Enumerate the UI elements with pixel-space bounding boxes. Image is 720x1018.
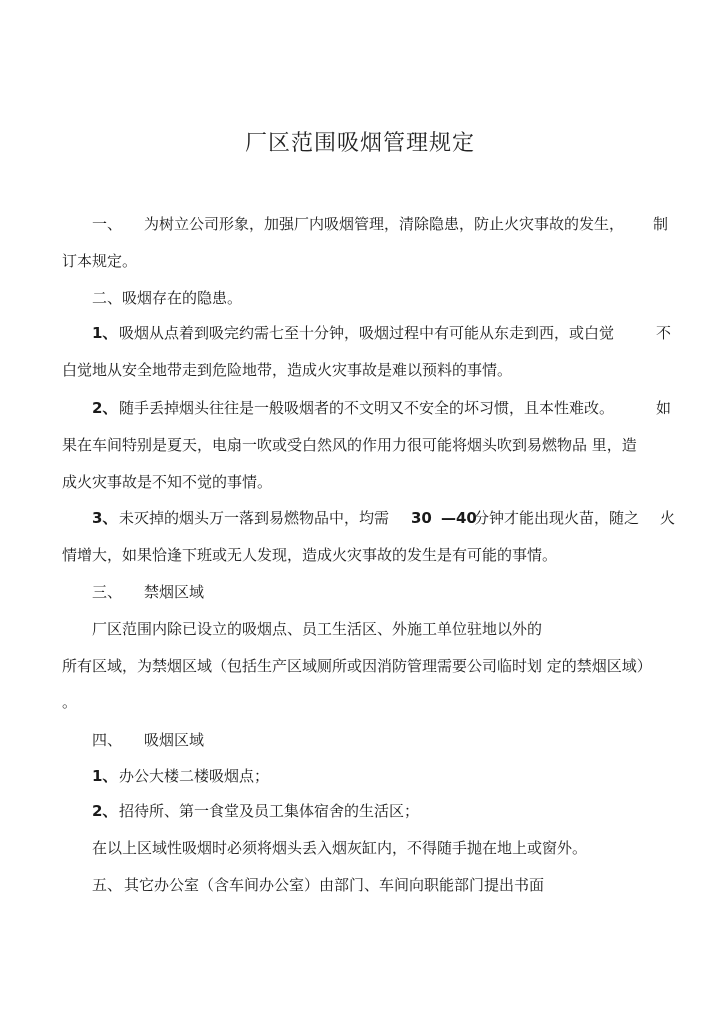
- item-3-value-start: 30: [411, 509, 432, 527]
- item-2-text: 随手丢掉烟头往往是一般吸烟者的不文明又不安全的坏习惯，且本性难改。: [119, 399, 615, 417]
- item-1-tail: 不: [656, 324, 672, 342]
- paragraph-1-continuation: 订本规定。: [62, 252, 138, 270]
- document-title: 厂区范围吸烟管理规定: [244, 131, 475, 156]
- smoking-area-note: 在以上区域性吸烟时必须将烟头丢入烟灰缸内，不得随手抛在地上或窗外。: [92, 839, 588, 857]
- item-1-text: 吸烟从点着到吸完约需七至十分钟，吸烟过程中有可能从东走到西，或白觉: [119, 324, 615, 342]
- item-3-number: 3、: [92, 509, 118, 527]
- section-3-text: 厂区范围内除已设立的吸烟点、员工生活区、外施工单位驻地以外的: [92, 620, 543, 638]
- item-2-continuation-1: 果在车间特别是夏天，电扇一吹或受白然风的作用力很可能将烟头吹到易燃物品 里，造: [62, 436, 637, 454]
- section-3-continuation: 所有区域，为禁烟区域（包括生产区域厕所或因消防管理需要公司临时划 定的禁烟区域）: [62, 657, 652, 675]
- section-3-marker: 三、: [92, 583, 123, 601]
- item-1-continuation: 白觉地从安全地带走到危险地带，造成火灾事故是难以预料的事情。: [62, 361, 513, 379]
- item-3-tail: 火: [660, 509, 676, 527]
- item-3-continuation: 情增大，如果恰逢下班或无人发现，造成火灾事故的发生是有可能的事情。: [62, 546, 558, 564]
- section-2-heading: 二、吸烟存在的隐患。: [92, 289, 243, 307]
- section-5-marker: 五、: [92, 876, 123, 894]
- smoking-area-1-number: 1、: [92, 767, 118, 785]
- paragraph-1-tail: 制: [653, 215, 669, 233]
- section-3-end-mark: 。: [62, 693, 78, 711]
- smoking-area-2-number: 2、: [92, 802, 118, 820]
- item-3-text-cont: 分钟才能出现火苗，随之: [474, 509, 640, 527]
- item-2-continuation-2: 成火灾事故是不知不觉的事情。: [62, 473, 273, 491]
- item-1-number: 1、: [92, 324, 118, 342]
- section-4-marker: 四、: [92, 731, 123, 749]
- section-5-text: 其它办公室（含车间办公室）由部门、车间向职能部门提出书面: [124, 876, 545, 894]
- smoking-area-1-text: 办公大楼二楼吸烟点；: [119, 767, 270, 785]
- item-2-tail: 如: [656, 399, 672, 417]
- paragraph-1-text: 为树立公司形象，加强厂内吸烟管理，清除隐患，防止火灾事故的发生，: [144, 215, 625, 233]
- section-3-heading: 禁烟区域: [144, 583, 205, 601]
- section-4-heading: 吸烟区域: [144, 731, 205, 749]
- item-2-number: 2、: [92, 399, 118, 417]
- paragraph-1-marker: 一、: [92, 215, 123, 233]
- item-3-value-end: —40: [441, 509, 477, 527]
- item-3-text: 未灭掉的烟头万一落到易燃物品中，均需: [119, 509, 390, 527]
- smoking-area-2-text: 招待所、第一食堂及员工集体宿舍的生活区；: [119, 802, 420, 820]
